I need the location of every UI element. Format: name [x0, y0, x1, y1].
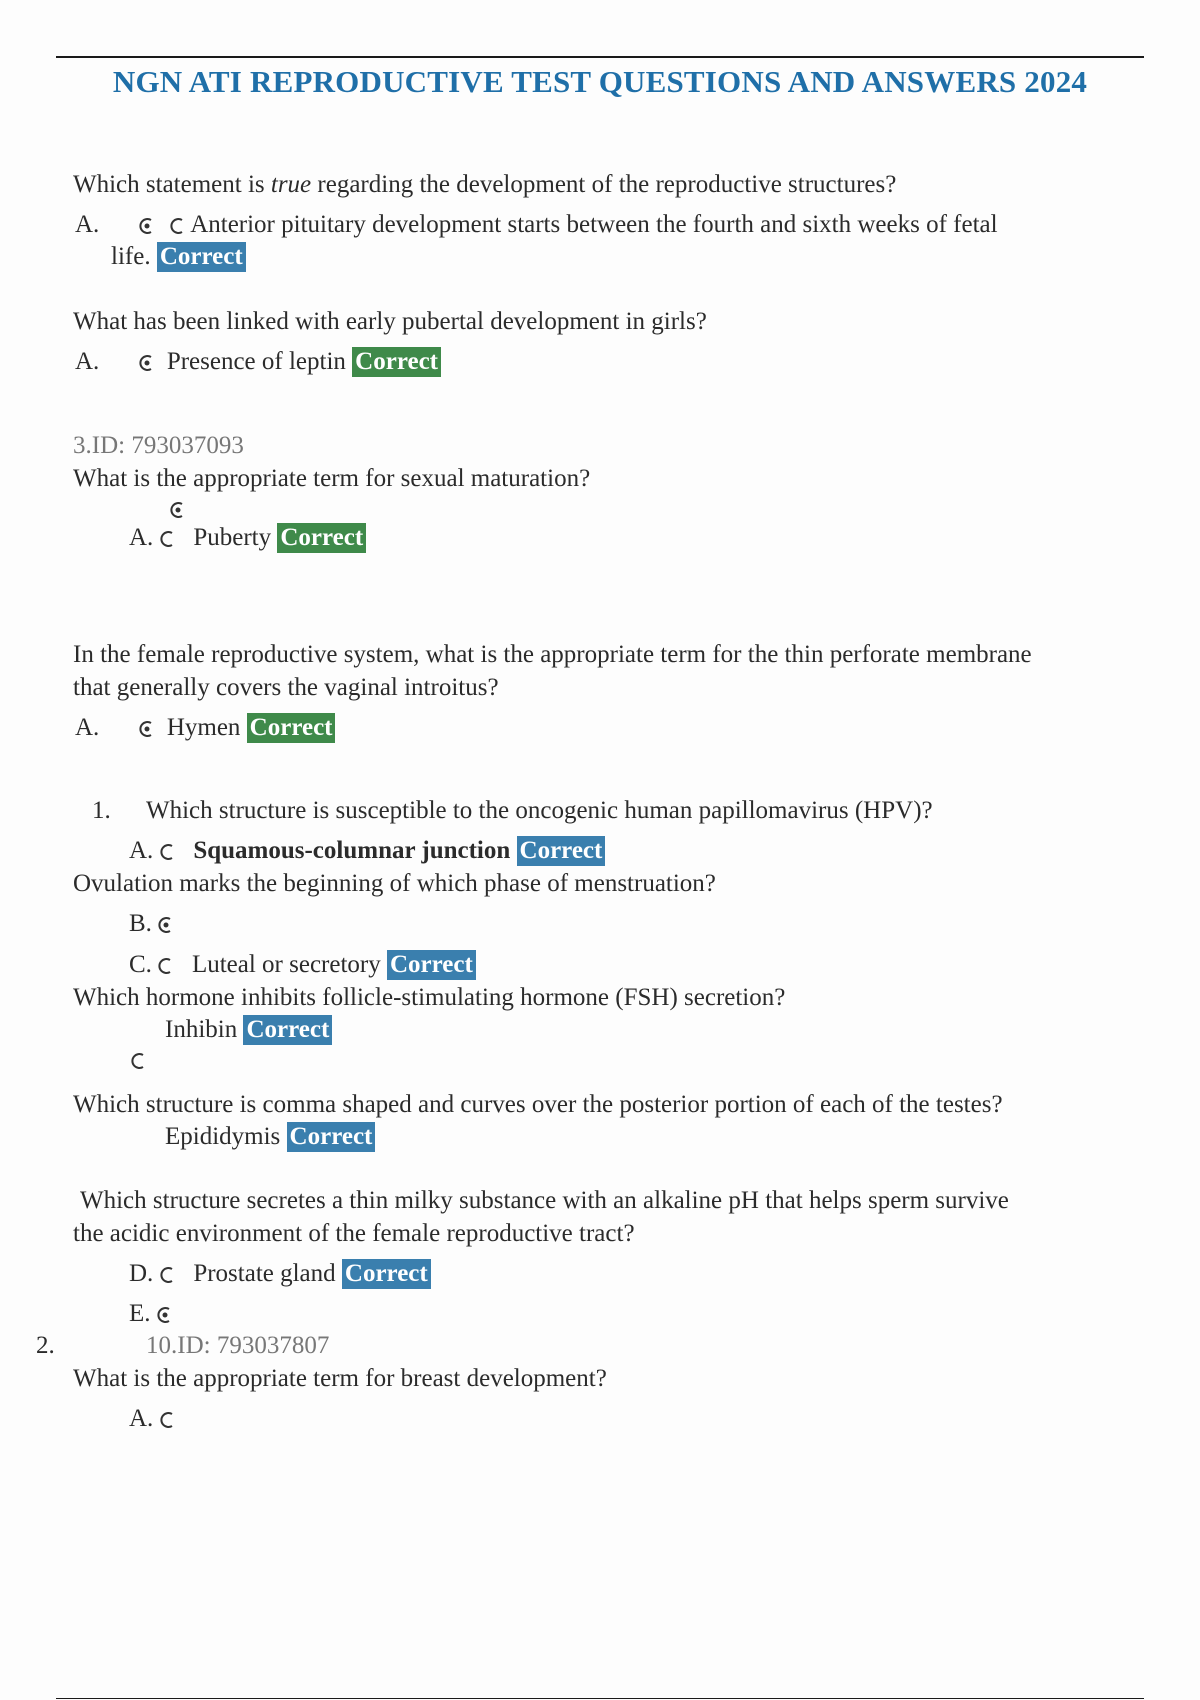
question-5-number: 1.: [92, 797, 111, 824]
radio-icon[interactable]: [160, 530, 175, 548]
question-9-option-e: E.: [129, 1299, 172, 1329]
radio-selected-icon[interactable]: [139, 720, 154, 738]
top-rule: [56, 56, 1144, 58]
question-1-answer: A. Anterior pituitary development starts between the fourth and sixth weeks of fetal: [75, 211, 998, 238]
radio-selected-icon[interactable]: [158, 916, 173, 934]
correct-badge: Correct: [517, 836, 606, 866]
radio-icon[interactable]: [160, 1411, 175, 1429]
question-3-text: What is the appropriate term for sexual maturation?: [73, 465, 591, 492]
question-8-answer: Epididymis Correct: [165, 1122, 375, 1152]
question-8-text: Which structure is comma shaped and curves over the posterior portion of each of the testes?: [73, 1091, 1003, 1118]
question-6-answer: C. Luteal or secretory Correct: [129, 950, 476, 980]
correct-badge: Correct: [247, 713, 336, 743]
question-9-answer: D. Prostate gland Correct: [129, 1259, 431, 1289]
question-7-text: Which hormone inhibits follicle-stimulating hormone (FSH) secretion?: [73, 984, 786, 1011]
radio-icon[interactable]: [160, 843, 175, 861]
correct-badge: Correct: [157, 242, 246, 272]
question-5-answer: A. Squamous-columnar junction Correct: [129, 836, 605, 866]
bottom-rule: [56, 1698, 1144, 1699]
question-2-text: What has been linked with early pubertal development in girls?: [73, 308, 707, 335]
radio-icon[interactable]: [160, 1266, 175, 1284]
question-10-number: 2.: [36, 1332, 55, 1359]
question-10-text: What is the appropriate term for breast development?: [73, 1365, 607, 1392]
radio-selected-icon[interactable]: [157, 1306, 172, 1324]
question-3-answer: A. Puberty Correct: [129, 523, 366, 553]
question-4-answer: A. Hymen Correct: [75, 713, 335, 743]
question-6-text: Ovulation marks the beginning of which phase of menstruation?: [73, 870, 716, 897]
question-9-text: Which structure secretes a thin milky substance with an alkaline pH that helps sperm survive: [80, 1187, 1009, 1214]
correct-badge: Correct: [277, 523, 366, 553]
radio-selected-icon[interactable]: [139, 217, 154, 235]
correct-badge: Correct: [387, 950, 476, 980]
question-7-answer: Inhibin Correct: [165, 1015, 332, 1045]
correct-badge: Correct: [342, 1259, 431, 1289]
question-6-option-b: B.: [129, 909, 173, 939]
correct-badge: Correct: [243, 1015, 332, 1045]
question-3-id: 3.ID: 793037093: [73, 432, 244, 459]
question-4-text-cont: that generally covers the vaginal introitus?: [73, 674, 499, 701]
radio-selected-icon[interactable]: [170, 501, 185, 519]
correct-badge: Correct: [287, 1122, 376, 1152]
radio-selected-icon[interactable]: [139, 354, 154, 372]
question-1-text: Which statement is true regarding the development of the reproductive structures?: [73, 171, 897, 198]
question-5-text: Which structure is susceptible to the oncogenic human papillomavirus (HPV)?: [146, 797, 933, 824]
radio-icon[interactable]: [170, 217, 185, 235]
radio-icon[interactable]: [131, 1052, 146, 1070]
radio-icon[interactable]: [158, 957, 173, 975]
question-1-answer-cont: life. Correct: [111, 242, 246, 272]
question-10-option-a: A.: [129, 1404, 175, 1434]
document-title: NGN ATI REPRODUCTIVE TEST QUESTIONS AND ANSWERS 2024: [112, 64, 1088, 99]
question-2-answer: A. Presence of leptin Correct: [75, 347, 441, 377]
question-10-id: 10.ID: 793037807: [146, 1332, 330, 1359]
question-4-text: In the female reproductive system, what is the appropriate term for the thin perforate membrane: [73, 641, 1032, 668]
correct-badge: Correct: [352, 347, 441, 377]
question-9-text-cont: the acidic environment of the female reproductive tract?: [73, 1220, 635, 1247]
